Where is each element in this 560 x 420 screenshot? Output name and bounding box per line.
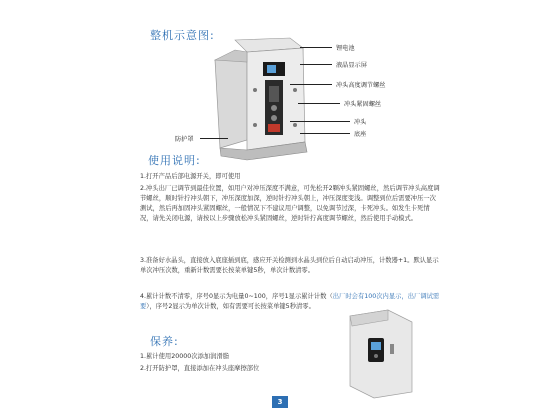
callout-lock-screw: 冲头紧固螺丝 [344,101,382,108]
usage-title: 使用说明: [148,154,201,167]
diagram-title: 整机示意图: [150,29,215,42]
maintenance-title: 保养: [150,335,179,348]
callout-height-screw: 冲头高度调节螺丝 [336,82,386,89]
page-number: 3 [272,396,288,408]
leader-height-screw [290,84,332,85]
leader-battery [300,47,332,48]
leader-lock-screw [298,103,340,104]
usage-item-1: 1.打开产品后部电源开关，即可使用 [140,173,241,180]
leader-base [300,133,350,134]
callout-lcd: 液晶显示屏 [336,62,367,69]
maintenance-item-1: 1.累计使用20000次添加润滑脂 [140,353,230,360]
usage-item-4-highlight: 出厂时会有100次内显示，出厂调试需要 [140,293,440,310]
usage-item-2: 2.冲头出厂已调节到最佳位置，如用户对冲压深度不满意，可先松开2颗冲头紧固螺丝，然后调节冲头高度调节螺丝，顺时针拧冲头朝下，冲压深度加深，逆时针拧冲头朝上，冲压深度变浅。调整到位后需要冲压一次测试，然后再加固冲头紧固螺丝，一般情况下不建议用户调整，以免调节过深，卡死冲头。如发生卡死情况，请先关闭电源，请按以上步骤放松冲头紧固螺丝，逆时针拧高度调节螺丝，然后使用手动模式。 [140,185,440,222]
callout-battery: 锂电池 [336,45,355,52]
usage-item-3: 3.准备好水晶头，直接放入底座插到底，感应开关检测到水晶头到位后自动启动冲压，计数器+1。默认显示单次冲压次数，重新计数需要长按菜单键5秒，单次计数清零。 [140,257,439,274]
usage-item-4-text-a: 4.累计计数不清零，序号0显示为电量0~100，序号1显示累计计数（ [140,293,333,300]
usage-item-4-text-b: ），序号2显示为单次计数，如有需要可长按菜单键5秒清零。 [146,303,315,310]
maintenance-item-2: 2.打开防护罩，直接添加在冲头座摩擦部位 [140,365,260,372]
leader-guard [200,138,228,139]
callout-base: 底座 [354,131,367,138]
device-side-image [338,308,418,400]
leader-lcd [300,64,332,65]
callout-punch: 冲头 [354,119,367,126]
callout-guard: 防护罩 [175,136,194,143]
machine-illustration [195,30,355,165]
leader-punch [290,121,350,122]
